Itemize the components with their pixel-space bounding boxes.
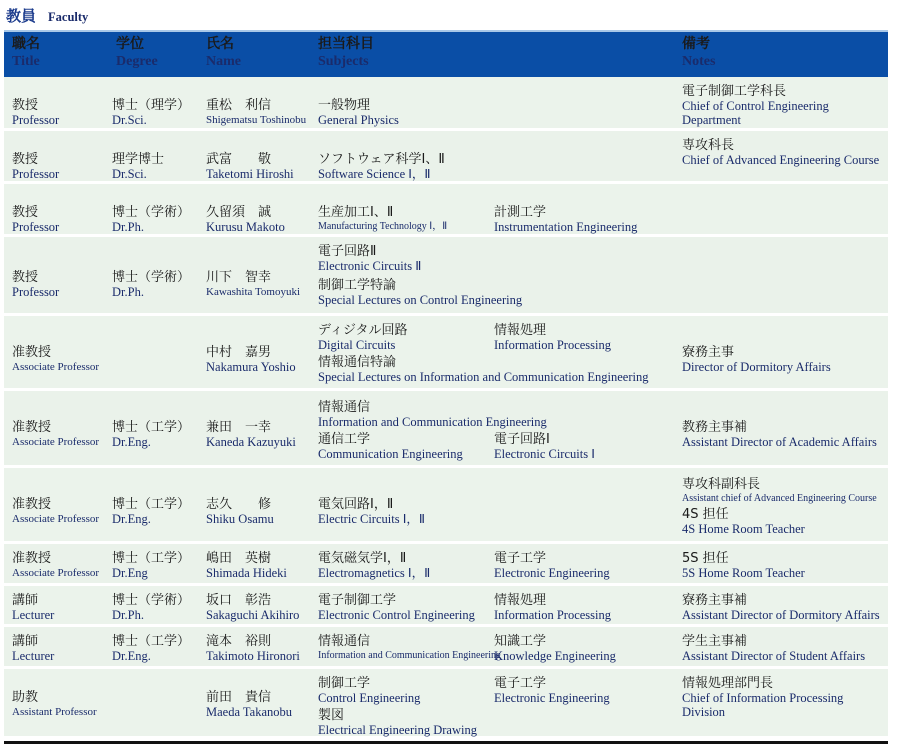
faculty-title bbox=[12, 594, 54, 622]
faculty-degree-en: Dr.Sci. bbox=[112, 113, 147, 127]
subject-secondary bbox=[494, 552, 610, 580]
faculty-note-en: Assistant Director of Student Affairs bbox=[682, 649, 866, 663]
page-title-jp: 教員 bbox=[6, 7, 37, 25]
faculty-degree bbox=[112, 421, 190, 449]
faculty-degree bbox=[112, 206, 190, 234]
faculty-note bbox=[682, 85, 887, 127]
faculty-note-jp: 専攻科長 bbox=[682, 138, 735, 153]
faculty-name bbox=[206, 153, 294, 181]
subject-primary-en: Electromagnetics Ⅰ，Ⅱ bbox=[318, 566, 431, 580]
table-row bbox=[4, 627, 888, 669]
faculty-title-jp: 教授 bbox=[12, 152, 39, 167]
table-row bbox=[4, 184, 888, 237]
faculty-degree bbox=[112, 271, 190, 299]
page-title-en: Faculty bbox=[48, 10, 89, 24]
subject-primary bbox=[318, 677, 420, 705]
faculty-note bbox=[682, 594, 887, 622]
faculty-title-en: Professor bbox=[12, 167, 60, 181]
subject-primary bbox=[318, 245, 421, 273]
subject-tertiary-en: Electrical Engineering Drawing bbox=[318, 723, 477, 737]
faculty-name bbox=[206, 552, 287, 580]
faculty-note-jp: 専攻科副科長 bbox=[682, 477, 761, 492]
faculty-degree-jp: 博士（工学） bbox=[112, 551, 191, 566]
table-row bbox=[4, 468, 888, 544]
table-row bbox=[4, 544, 888, 586]
subject-secondary-en: Instrumentation Engineering bbox=[494, 220, 638, 234]
faculty-name bbox=[206, 346, 296, 374]
faculty-name-en: Takimoto Hironori bbox=[206, 649, 300, 663]
table-row bbox=[4, 586, 888, 627]
faculty-title bbox=[12, 206, 59, 234]
subject-primary-jp: 制御工学 bbox=[318, 676, 371, 691]
header-notes: 備考 Notes bbox=[682, 36, 716, 69]
faculty-name bbox=[206, 691, 292, 719]
faculty-note bbox=[682, 139, 887, 167]
faculty-name bbox=[206, 271, 300, 299]
subject-primary bbox=[318, 324, 407, 352]
faculty-name-jp: 志久 修 bbox=[206, 497, 272, 512]
header-name: 氏名 Name bbox=[206, 36, 241, 69]
faculty-note-en: Director of Dormitory Affairs bbox=[682, 360, 831, 374]
subject-tertiary bbox=[318, 279, 522, 307]
faculty-table bbox=[4, 30, 888, 739]
faculty-note-en: Chief of Advanced Engineering Course bbox=[682, 153, 880, 167]
subject-primary-jp: 情報通信 bbox=[318, 400, 371, 415]
faculty-name-jp: 坂口 彰浩 bbox=[206, 593, 272, 608]
faculty-name-en: Kaneda Kazuyuki bbox=[206, 435, 296, 449]
faculty-title-jp: 准教授 bbox=[12, 551, 52, 566]
faculty-title-en: Associate Professor bbox=[12, 567, 100, 579]
faculty-title-jp: 教授 bbox=[12, 270, 39, 285]
table-bottom-rule bbox=[4, 741, 888, 744]
faculty-title-en: Professor bbox=[12, 113, 60, 127]
subject-secondary-jp: 知識工学 bbox=[494, 634, 547, 649]
faculty-degree-en: Dr.Eng. bbox=[112, 435, 151, 449]
faculty-note bbox=[682, 346, 887, 374]
faculty-degree-jp: 博士（工学） bbox=[112, 497, 191, 512]
subject-secondary-en: Electronic Engineering bbox=[494, 566, 610, 580]
faculty-name-en: Shiku Osamu bbox=[206, 512, 274, 526]
faculty-note-en: Chief of Control Engineering Department bbox=[682, 99, 829, 127]
faculty-note-jp: 寮務主事補 bbox=[682, 593, 748, 608]
faculty-degree-en: Dr.Eng. bbox=[112, 512, 151, 526]
table-body bbox=[4, 77, 888, 739]
faculty-degree-jp: 博士（工学） bbox=[112, 420, 191, 435]
subject-secondary bbox=[494, 594, 611, 622]
faculty-name bbox=[206, 635, 300, 663]
subject-primary bbox=[318, 206, 447, 234]
subject-secondary-en: Electronic Engineering bbox=[494, 691, 610, 705]
faculty-title-jp: 講師 bbox=[12, 593, 39, 608]
faculty-name-jp: 前田 貴信 bbox=[206, 690, 272, 705]
faculty-note bbox=[682, 635, 887, 663]
subject-primary-jp: 情報通信 bbox=[318, 634, 371, 649]
faculty-title-en: Associate Professor bbox=[12, 361, 100, 373]
subject-tertiary-en: Special Lectures on Information and Communication Engineering bbox=[318, 370, 649, 384]
faculty-title-en: Professor bbox=[12, 220, 60, 234]
subject-quaternary-en: Electronic Circuits Ⅰ bbox=[494, 447, 595, 461]
faculty-name-jp: 滝本 裕則 bbox=[206, 634, 272, 649]
faculty-degree bbox=[112, 594, 190, 622]
subject-primary-en: Electric Circuits Ⅰ，Ⅱ bbox=[318, 512, 426, 526]
faculty-note-jp: 電子制御工学科長 bbox=[682, 84, 787, 99]
faculty-title bbox=[12, 498, 99, 526]
subject-secondary bbox=[494, 635, 616, 663]
subject-tertiary-jp: 通信工学 bbox=[318, 432, 371, 447]
subject-primary-jp: 電気磁気学Ⅰ，Ⅱ bbox=[318, 551, 407, 566]
subject-primary-jp: ディジタル回路 bbox=[318, 323, 408, 338]
faculty-degree-en: Dr.Ph. bbox=[112, 285, 144, 299]
faculty-degree-jp: 博士（学術） bbox=[112, 270, 191, 285]
faculty-note-secondary-en: 4S Home Room Teacher bbox=[682, 522, 805, 536]
subject-primary-en: General Physics bbox=[318, 113, 399, 127]
faculty-name bbox=[206, 206, 285, 234]
faculty-note bbox=[682, 421, 887, 449]
faculty-name bbox=[206, 99, 306, 127]
faculty-note-jp: 学生主事補 bbox=[682, 634, 748, 649]
subject-secondary-jp: 計測工学 bbox=[494, 205, 547, 220]
faculty-title-jp: 講師 bbox=[12, 634, 39, 649]
subject-primary bbox=[318, 401, 547, 429]
table-row bbox=[4, 77, 888, 131]
faculty-degree bbox=[112, 99, 190, 127]
subject-primary bbox=[318, 498, 425, 526]
subject-primary-en: Information and Communication Engineering bbox=[318, 650, 502, 661]
faculty-title-en: Assistant Professor bbox=[12, 706, 97, 718]
faculty-note-jp: 寮務主事 bbox=[682, 345, 735, 360]
faculty-title-en: Associate Professor bbox=[12, 513, 100, 525]
faculty-name-en: Kawashita Tomoyuki bbox=[206, 286, 301, 298]
faculty-degree-jp: 博士（工学） bbox=[112, 634, 191, 649]
faculty-title bbox=[12, 99, 59, 127]
subject-primary-en: Control Engineering bbox=[318, 691, 421, 705]
faculty-title bbox=[12, 691, 97, 719]
subject-primary-jp: 電子制御工学 bbox=[318, 593, 397, 608]
subject-primary bbox=[318, 594, 475, 622]
faculty-name-jp: 嶋田 英樹 bbox=[206, 551, 272, 566]
subject-secondary bbox=[494, 324, 611, 352]
faculty-degree-en: Dr.Eng. bbox=[112, 649, 151, 663]
faculty-name-en: Shimada Hideki bbox=[206, 566, 287, 580]
table-row bbox=[4, 391, 888, 468]
faculty-name-en: Sakaguchi Akihiro bbox=[206, 608, 300, 622]
subject-secondary-jp: 電子工学 bbox=[494, 551, 547, 566]
subject-tertiary-en: Communication Engineering bbox=[318, 447, 463, 461]
faculty-title bbox=[12, 421, 99, 449]
faculty-title-en: Associate Professor bbox=[12, 436, 100, 448]
subject-secondary-en: Information Processing bbox=[494, 338, 611, 352]
faculty-title bbox=[12, 346, 99, 374]
faculty-name-en: Maeda Takanobu bbox=[206, 705, 293, 719]
faculty-degree-en: Dr.Eng bbox=[112, 566, 148, 580]
faculty-note-jp: 5S 担任 bbox=[682, 551, 729, 566]
header-subjects: 担当科目 Subjects bbox=[318, 36, 374, 69]
subject-secondary-en: Information Processing bbox=[494, 608, 611, 622]
subject-secondary bbox=[494, 677, 610, 705]
faculty-title-jp: 教授 bbox=[12, 205, 39, 220]
faculty-note-en: Chief of Information Processing Division bbox=[682, 691, 844, 719]
faculty-note-en: 5S Home Room Teacher bbox=[682, 566, 805, 580]
faculty-degree bbox=[112, 153, 164, 181]
faculty-note bbox=[682, 552, 887, 580]
faculty-note-en: Assistant Director of Dormitory Affairs bbox=[682, 608, 880, 622]
faculty-title-jp: 准教授 bbox=[12, 345, 52, 360]
faculty-title bbox=[12, 153, 59, 181]
subject-tertiary-en: Special Lectures on Control Engineering bbox=[318, 293, 523, 307]
faculty-name-en: Shigematsu Toshinobu bbox=[206, 114, 307, 126]
subject-primary-en: Digital Circuits bbox=[318, 338, 396, 352]
subject-tertiary bbox=[318, 709, 477, 737]
faculty-note bbox=[682, 478, 887, 506]
header-degree: 学位 Degree bbox=[116, 36, 158, 69]
subject-primary-jp: ソフトウェア科学Ⅰ、Ⅱ bbox=[318, 152, 445, 167]
faculty-title-jp: 教授 bbox=[12, 98, 39, 113]
faculty-title-jp: 助教 bbox=[12, 690, 39, 705]
subject-secondary-en: Knowledge Engineering bbox=[494, 649, 616, 663]
faculty-name-jp: 武富 敬 bbox=[206, 152, 272, 167]
faculty-title-jp: 准教授 bbox=[12, 497, 52, 512]
subject-primary-en: Electronic Circuits Ⅱ bbox=[318, 259, 422, 273]
faculty-name-en: Nakamura Yoshio bbox=[206, 360, 296, 374]
subject-secondary-jp: 電子工学 bbox=[494, 676, 547, 691]
subject-primary-jp: 生産加工Ⅰ、Ⅱ bbox=[318, 205, 394, 220]
faculty-name-en: Kurusu Makoto bbox=[206, 220, 285, 234]
subject-tertiary-jp: 情報通信特論 bbox=[318, 355, 397, 370]
subject-primary bbox=[318, 635, 501, 663]
faculty-degree bbox=[112, 635, 190, 663]
faculty-title-jp: 准教授 bbox=[12, 420, 52, 435]
faculty-note-jp: 教務主事補 bbox=[682, 420, 748, 435]
subject-quaternary-jp: 電子回路Ⅰ bbox=[494, 432, 550, 447]
faculty-name bbox=[206, 421, 296, 449]
table-row bbox=[4, 669, 888, 739]
faculty-name-jp: 兼田 一幸 bbox=[206, 420, 272, 435]
subject-secondary-jp: 情報処理 bbox=[494, 593, 547, 608]
faculty-name-jp: 川下 智幸 bbox=[206, 270, 272, 285]
subject-quaternary bbox=[494, 433, 595, 461]
table-row bbox=[4, 316, 888, 391]
subject-primary bbox=[318, 99, 399, 127]
subject-primary-en: Electronic Control Engineering bbox=[318, 608, 475, 622]
faculty-degree-jp: 理学博士 bbox=[112, 152, 165, 167]
subject-primary-jp: 電気回路Ⅰ，Ⅱ bbox=[318, 497, 394, 512]
faculty-title bbox=[12, 271, 59, 299]
faculty-title-en: Professor bbox=[12, 285, 60, 299]
faculty-name-jp: 中村 嘉男 bbox=[206, 345, 272, 360]
faculty-degree-jp: 博士（理学） bbox=[112, 98, 191, 113]
faculty-degree-jp: 博士（学術） bbox=[112, 205, 191, 220]
subject-tertiary-jp: 製図 bbox=[318, 708, 345, 723]
subject-secondary-jp: 情報処理 bbox=[494, 323, 547, 338]
faculty-degree bbox=[112, 552, 190, 580]
subject-tertiary bbox=[318, 356, 648, 384]
faculty-name-en: Taketomi Hiroshi bbox=[206, 167, 294, 181]
faculty-name bbox=[206, 594, 299, 622]
faculty-name-jp: 重松 利信 bbox=[206, 98, 272, 113]
faculty-note-jp: 情報処理部門長 bbox=[682, 676, 774, 691]
faculty-note-secondary bbox=[682, 508, 805, 536]
table-row bbox=[4, 131, 888, 184]
faculty-note-en: Assistant chief of Advanced Engineering Course bbox=[682, 493, 877, 504]
faculty-title-en: Lecturer bbox=[12, 649, 55, 663]
faculty-title-en: Lecturer bbox=[12, 608, 55, 622]
faculty-note-en: Assistant Director of Academic Affairs bbox=[682, 435, 877, 449]
faculty-degree-en: Dr.Sci. bbox=[112, 167, 147, 181]
header-title: 職名 Title bbox=[12, 36, 40, 69]
subject-tertiary-jp: 制御工学特論 bbox=[318, 278, 397, 293]
faculty-name bbox=[206, 498, 274, 526]
faculty-degree-jp: 博士（学術） bbox=[112, 593, 191, 608]
faculty-name-jp: 久留須 誠 bbox=[206, 205, 272, 220]
table-header bbox=[4, 30, 888, 77]
subject-tertiary bbox=[318, 433, 463, 461]
subject-primary bbox=[318, 552, 430, 580]
page-title bbox=[6, 5, 88, 26]
subject-primary-en: Information and Communication Engineering bbox=[318, 415, 547, 429]
faculty-title bbox=[12, 552, 99, 580]
faculty-degree-en: Dr.Ph. bbox=[112, 220, 144, 234]
subject-primary-jp: 電子回路Ⅱ bbox=[318, 244, 377, 259]
faculty-title bbox=[12, 635, 54, 663]
subject-primary-en: Manufacturing Technology Ⅰ，Ⅱ bbox=[318, 221, 448, 232]
faculty-note bbox=[682, 677, 887, 719]
faculty-degree bbox=[112, 498, 190, 526]
faculty-note-secondary-jp: 4S 担任 bbox=[682, 507, 729, 522]
subject-secondary bbox=[494, 206, 637, 234]
table-row bbox=[4, 237, 888, 316]
faculty-degree-en: Dr.Ph. bbox=[112, 608, 144, 622]
subject-primary-en: Software Science Ⅰ，Ⅱ bbox=[318, 167, 431, 181]
subject-primary bbox=[318, 153, 445, 181]
subject-primary-jp: 一般物理 bbox=[318, 98, 371, 113]
